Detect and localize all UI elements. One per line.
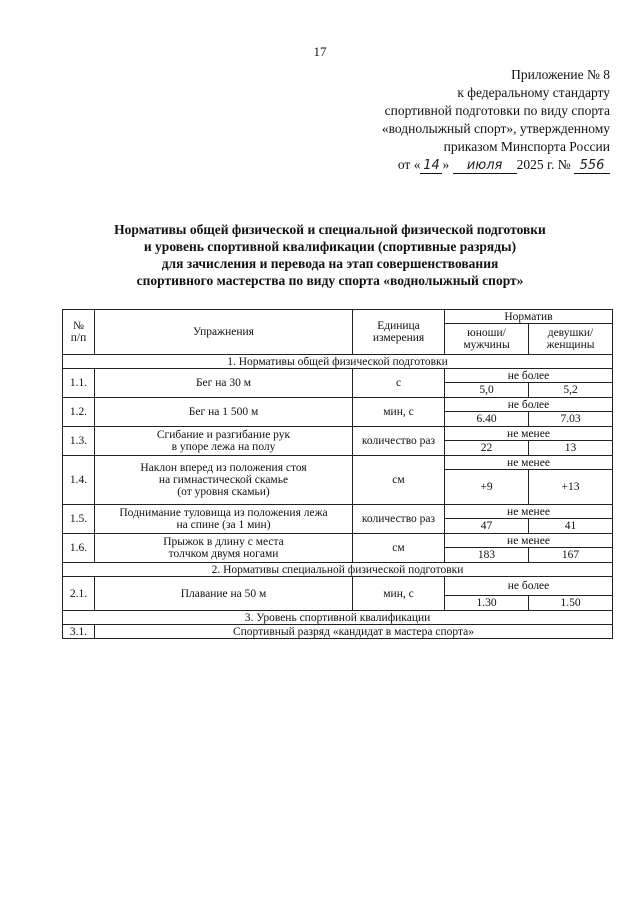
row-boys-value: 6.40	[445, 412, 529, 427]
row-exercise: Бег на 1 500 м	[95, 398, 353, 427]
norms-table	[62, 309, 613, 639]
row-unit: мин, с	[353, 398, 445, 427]
appendix-line: приказом Минспорта России	[443, 139, 610, 154]
table-row	[63, 505, 613, 519]
section-row	[63, 611, 613, 625]
row-girls-value: 167	[529, 548, 613, 563]
table-row	[63, 534, 613, 548]
table-row	[63, 398, 613, 412]
header-boys: юноши/ мужчины	[445, 324, 529, 355]
header-norm: Норматив	[445, 310, 613, 324]
row-qualification: Спортивный разряд «кандидат в мастера спорта»	[95, 625, 613, 639]
table-row	[63, 456, 613, 470]
row-exercise: Наклон вперед из положения стоя на гимнастической скамье (от уровня скамьи)	[95, 456, 353, 505]
row-boys-value: +9	[445, 470, 529, 505]
title-line: спортивного мастерства по виду спорта «воднолыжный спорт»	[136, 273, 524, 288]
row-boys-value: 5,0	[445, 383, 529, 398]
row-num: 1.6.	[63, 534, 95, 563]
appendix-line: к федеральному стандарту	[457, 85, 610, 100]
header-girls: девушки/ женщины	[529, 324, 613, 355]
section-title: 3. Уровень спортивной квалификации	[63, 611, 613, 625]
section-title: 2. Нормативы специальной физической подготовки	[63, 563, 613, 577]
date-year: 2025 г. №	[516, 157, 571, 172]
table-row	[63, 577, 613, 596]
row-num: 1.2.	[63, 398, 95, 427]
title-line: Нормативы общей физической и специальной физической подготовки	[114, 222, 546, 237]
date-month: июля	[453, 159, 517, 174]
order-number: 556	[574, 159, 610, 174]
row-num: 3.1.	[63, 625, 95, 639]
row-condition: не менее	[445, 505, 613, 519]
row-num: 1.5.	[63, 505, 95, 534]
row-condition: не менее	[445, 534, 613, 548]
row-unit: см	[353, 456, 445, 505]
row-condition: не менее	[445, 456, 613, 470]
title-line: и уровень спортивной квалификации (спортивные разряды)	[143, 239, 517, 254]
date-mid: »	[442, 157, 450, 172]
row-girls-value: 41	[529, 519, 613, 534]
row-exercise: Плавание на 50 м	[95, 577, 353, 611]
header-exercise: Упражнения	[95, 310, 353, 355]
table-row	[63, 625, 613, 639]
row-condition: не менее	[445, 427, 613, 441]
row-exercise: Сгибание и разгибание рук в упоре лежа на полу	[95, 427, 353, 456]
row-num: 2.1.	[63, 577, 95, 611]
appendix-line: «воднолыжный спорт», утвержденному	[381, 121, 610, 136]
row-condition: не более	[445, 369, 613, 383]
appendix-line: спортивной подготовки по виду спорта	[384, 103, 610, 118]
table-row	[63, 427, 613, 441]
row-exercise: Поднимание туловища из положения лежа на спине (за 1 мин)	[95, 505, 353, 534]
row-boys-value: 183	[445, 548, 529, 563]
row-unit: с	[353, 369, 445, 398]
row-boys-value: 22	[445, 441, 529, 456]
table-header-row	[63, 310, 613, 324]
row-girls-value: 5,2	[529, 383, 613, 398]
row-exercise: Бег на 30 м	[95, 369, 353, 398]
row-num: 1.4.	[63, 456, 95, 505]
header-num: № п/п	[63, 310, 95, 355]
row-girls-value: +13	[529, 470, 613, 505]
row-condition: не более	[445, 398, 613, 412]
row-num: 1.1.	[63, 369, 95, 398]
title-line: для зачисления и перевода на этап совершенствования	[161, 256, 499, 271]
row-unit: см	[353, 534, 445, 563]
row-unit: мин, с	[353, 577, 445, 611]
row-unit: количество раз	[353, 505, 445, 534]
row-boys-value: 47	[445, 519, 529, 534]
row-unit: количество раз	[353, 427, 445, 456]
row-girls-value: 7.03	[529, 412, 613, 427]
row-condition: не более	[445, 577, 613, 596]
row-exercise: Прыжок в длину с места толчком двумя ногами	[95, 534, 353, 563]
page-number: 17	[313, 44, 327, 59]
row-boys-value: 1.30	[445, 596, 529, 611]
date-day: 14	[420, 159, 442, 174]
date-prefix: от «	[397, 157, 421, 172]
table-row	[63, 369, 613, 383]
appendix-date-line	[310, 156, 610, 174]
header-unit: Единица измерения	[353, 310, 445, 355]
document-title	[60, 221, 600, 289]
section-title: 1. Нормативы общей физической подготовки	[63, 355, 613, 369]
row-girls-value: 13	[529, 441, 613, 456]
row-girls-value: 1.50	[529, 596, 613, 611]
appendix-line: Приложение № 8	[511, 67, 610, 82]
section-row	[63, 355, 613, 369]
row-num: 1.3.	[63, 427, 95, 456]
section-row	[63, 563, 613, 577]
appendix-block	[310, 66, 610, 174]
